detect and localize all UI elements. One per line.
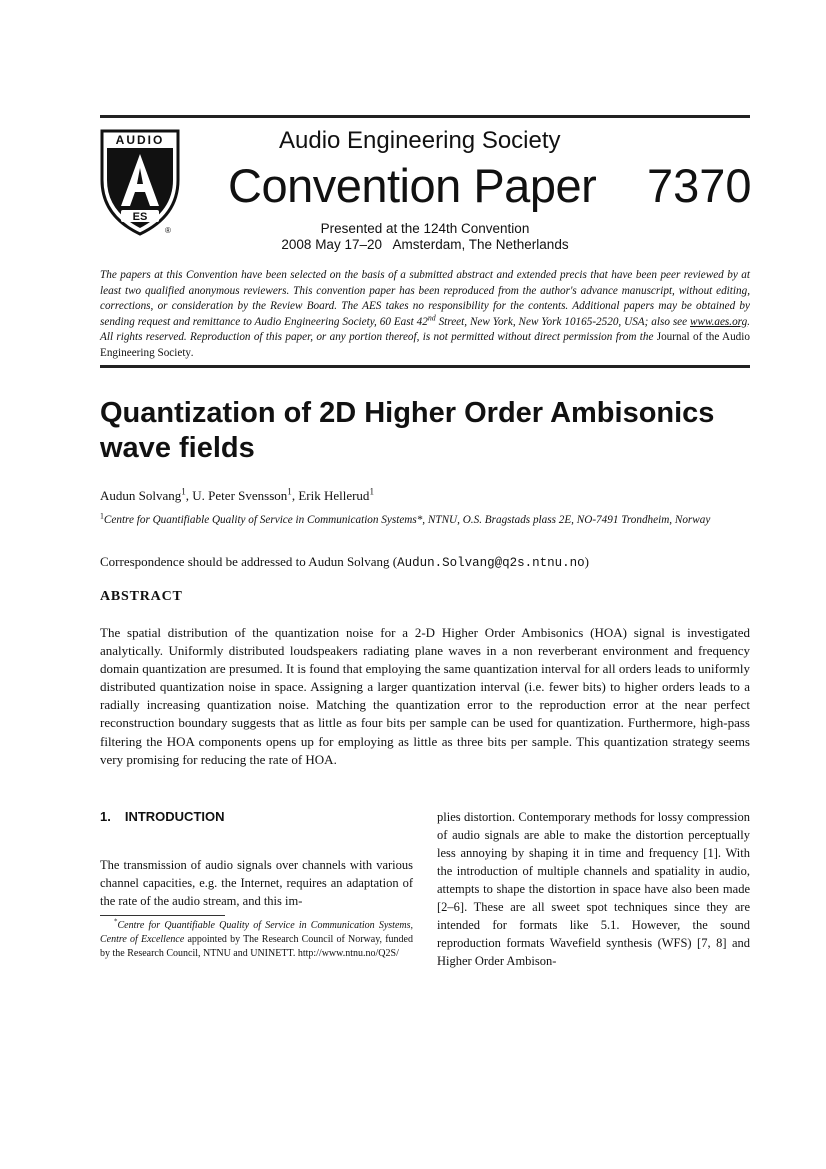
abstract-heading: ABSTRACT xyxy=(100,589,183,604)
disclaimer xyxy=(100,268,750,361)
footnote-rule xyxy=(100,915,225,916)
paper-title: Quantization of 2D Higher Order Ambisonics wave fields xyxy=(100,397,715,464)
paper-type: Convention Paper xyxy=(228,159,597,212)
affiliation-mark: 1 xyxy=(100,511,104,521)
section-number: 1. xyxy=(100,809,111,824)
abstract-body: The spatial distribution of the quantization noise for a 2-D Higher Order Ambisonics (HOA) signal is investigated analytically. Uniformly distributed loudspeakers radiating plane waves in a non reverberant environment and frequency domain quantization are presumed. It is found that employing the same quantization interval for all orders leads to uniformly distributed quantization noise in space. Assigning a larger quantization interval (i.e. fewer bits) to higher orders leads to a radially increasing quantization noise. Matching the quantization error to the reproduction error at the near perfect reconstruction boundary suggests that as little as four bits per sample can be used for quantization. Furthermore, high-pass filtering the HOA components opens up for employing as little as three bits per sample. This quantization strategy seems very promising for reducing the rate of HOA. xyxy=(100,625,750,767)
affiliation xyxy=(100,512,750,528)
affiliation-text: Centre for Quantifiable Quality of Service in Communication Systems*, NTNU, O.S. Bragstads plass 2E, NO-7491 Trondheim, Norway xyxy=(103,514,711,526)
section-heading-introduction xyxy=(100,809,225,824)
paper-number: 7370 xyxy=(647,159,752,212)
author-sep: , xyxy=(291,488,299,503)
footnote-italic: Centre for Quantifiable Quality of Service in Communication Systems, Centre of Excellence xyxy=(100,920,413,945)
date-location-line: 2008 May 17–20 Amsterdam, The Netherlands xyxy=(281,237,569,252)
disclaimer-end: . xyxy=(191,346,194,359)
disclaimer-part3: . All rights reserved. Reproduction of this paper, or any portion thereof, is not permitted without direct permission from the xyxy=(100,315,750,343)
presented-line: Presented at the 124th Convention xyxy=(320,221,530,236)
disclaimer-part2: Street, New York, New York 10165-2520, USA; also see xyxy=(435,315,691,328)
logo-audio-text: AUDIO xyxy=(115,133,165,147)
header-bottom-rule xyxy=(100,365,750,368)
author-name: Erik Hellerud xyxy=(298,488,370,503)
author-list xyxy=(100,488,374,504)
disclaimer-sup: nd xyxy=(427,312,436,322)
correspondence-suffix: ) xyxy=(584,554,590,569)
footnote-marker: * xyxy=(114,917,118,926)
logo-registered-mark: ® xyxy=(165,226,171,235)
intro-column-left: The transmission of audio signals over channels with various channel capacities, e.g. the Internet, requires an adaptation of the rate of the audio stream, and this im- xyxy=(100,858,413,908)
header-top-rule xyxy=(100,115,750,118)
author-affil-mark: 1 xyxy=(369,486,374,497)
correspondence-prefix: Correspondence should be addressed to Audun Solvang ( xyxy=(100,554,398,569)
author-sep: , xyxy=(185,488,193,503)
author-name: U. Peter Svensson xyxy=(192,488,288,503)
society-name: Audio Engineering Society xyxy=(279,127,561,154)
section-title: INTRODUCTION xyxy=(124,809,225,824)
aes-website-link[interactable]: www.aes.org xyxy=(690,315,748,328)
disclaimer-part1: The papers at this Convention have been selected on the basis of a submitted abstract and extended precis that have been peer reviewed by at least two qualified anonymous reviewers. This convention paper has been reproduced from the author's advance manuscript, without editing, corrections, or consideration by the Review Board. The AES takes no responsibility for the contents. Additional papers may be obtained by sending request and remittance to Audio Engineering Society, 60 East 42 xyxy=(100,269,750,328)
logo-es-text: ES xyxy=(132,211,148,223)
footnote-rest: appointed by The Research Council of Norway, funded by the Research Council, NTNU and UNINETT. http://www.ntnu.no/Q2S/ xyxy=(100,933,413,959)
correspondence xyxy=(100,554,589,570)
author-affil-mark: 1 xyxy=(181,486,186,497)
author-affil-mark: 1 xyxy=(287,486,292,497)
journal-name: Journal of the Audio Engineering Society xyxy=(100,331,750,359)
correspondence-email[interactable]: Audun.Solvang@q2s.ntnu.no xyxy=(397,556,585,570)
footnote xyxy=(100,919,413,960)
intro-column-right: plies distortion. Contemporary methods for lossy compression of audio signals are able to make the distortion perceptually less annoying by shaping it in time and frequency [1]. With the introduction of multiple channels and spatiality in audio, attempts to shape the distortion in space have also been made [2–6]. These are all sweet spot techniques since they are intended for formats like 5.1. However, the sound reproduction formats Wavefield synthesis (WFS) [7, 8] and Higher Order Ambison- xyxy=(437,810,750,968)
author-name: Audun Solvang xyxy=(100,488,182,503)
